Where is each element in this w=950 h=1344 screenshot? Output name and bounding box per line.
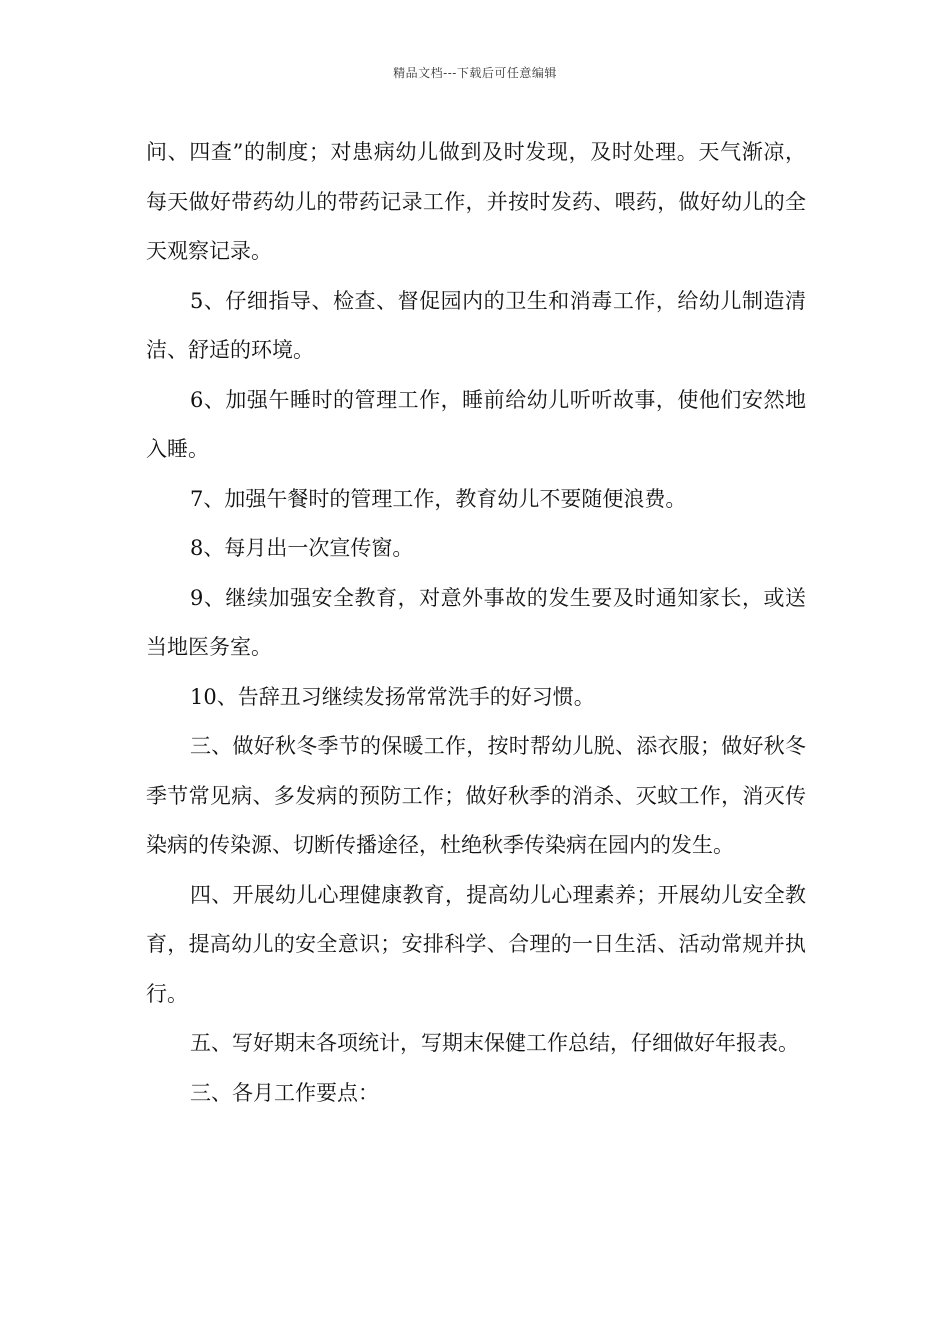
paragraph-continuation: 问、四查”的制度；对患病幼儿做到及时发现，及时处理。天气渐凉，每天做好带药幼儿的带药记录工作，并按时发药、喂药，做好幼儿的全天观察记录。 [146, 140, 806, 263]
paragraph-item-5: 5、仔细指导、检查、督促园内的卫生和消毒工作，给幼儿制造清洁、舒适的环境。 [146, 288, 806, 362]
paragraph-item-9: 9、继续加强安全教育，对意外事故的发生要及时通知家长，或送当地医务室。 [146, 585, 806, 659]
paragraph-section-3-autumn-winter: 三、做好秋冬季节的保暖工作，按时帮幼儿脱、添衣服；做好秋冬季节常见病、多发病的预防工作；做好秋季的消杀、灭蚊工作，消灭传染病的传染源、切断传播途径，杜绝秋季传染病在园内的发生。 [146, 734, 806, 857]
section-heading-monthly-points: 三、各月工作要点： [190, 1080, 379, 1105]
paragraph-item-6: 6、加强午睡时的管理工作，睡前给幼儿听听故事，使他们安然地入睡。 [146, 387, 806, 461]
paragraph-section-4-mental-health: 四、开展幼儿心理健康教育，提高幼儿心理素养；开展幼儿安全教育，提高幼儿的安全意识；安排科学、合理的一日生活、活动常规并执行。 [146, 882, 806, 1006]
paragraph-item-10: 10、告辞丑习继续发扬常常洗手的好习惯。 [190, 684, 595, 709]
paragraph-section-5-statistics: 五、写好期末各项统计，写期末保健工作总结，仔细做好年报表。 [190, 1031, 799, 1055]
document-body [146, 128, 806, 1118]
paragraph-item-7: 7、加强午餐时的管理工作，教育幼儿不要随便浪费。 [190, 486, 687, 511]
paragraph-item-8: 8、每月出一次宣传窗。 [190, 536, 414, 560]
page-header: 精品文档---下载后可任意编辑 [393, 66, 557, 80]
